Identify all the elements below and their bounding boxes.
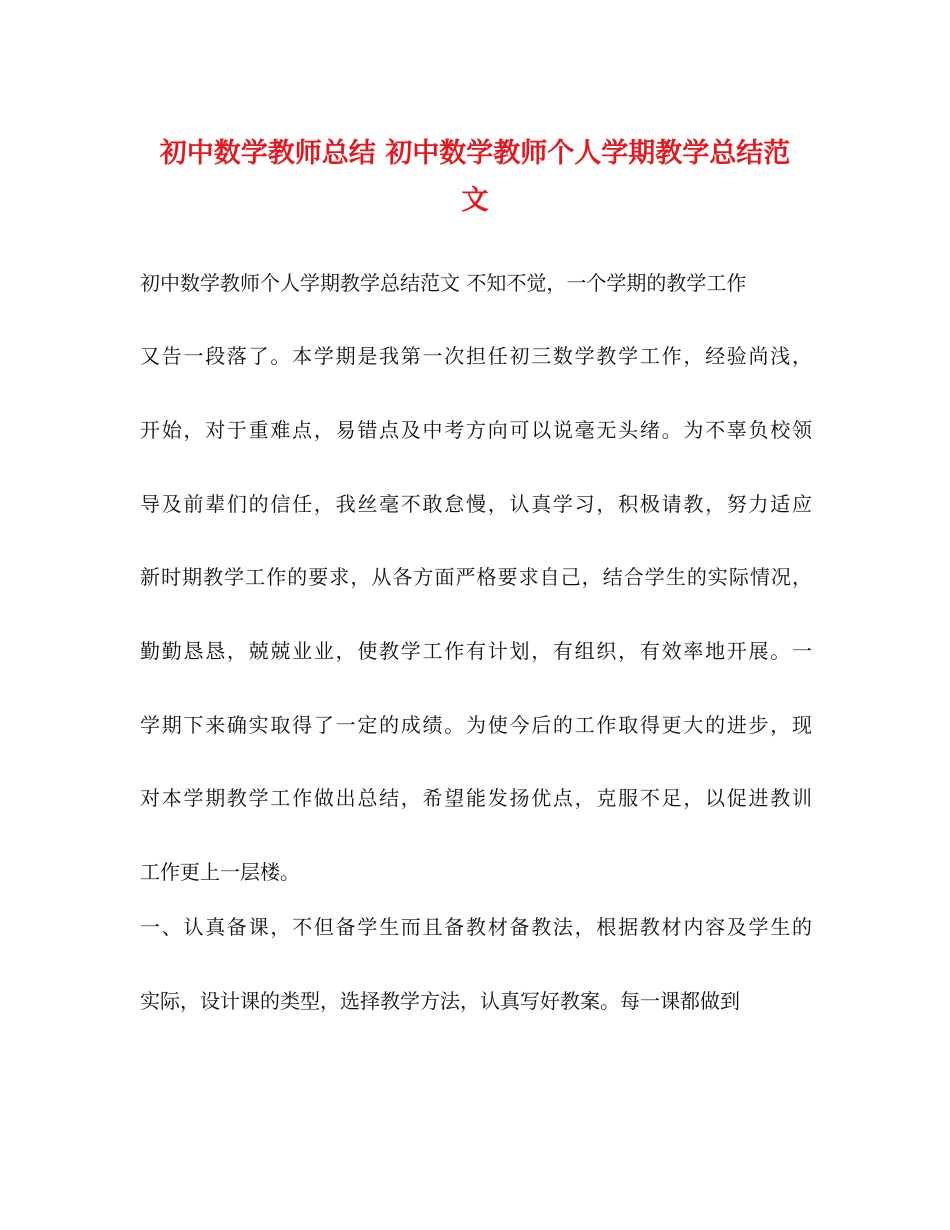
body-line-4: 导及前辈们的信任，我丝毫不敢怠慢，认真学习，积极请教，努力适应 xyxy=(140,492,812,516)
body-line-7: 学期下来确实取得了一定的成绩。为使今后的工作取得更大的进步，现 xyxy=(140,713,812,737)
body-line-11: 实际，设计课的类型，选择教学方法，认真写好教案。每一课都做到 xyxy=(140,989,740,1013)
body-line-5: 新时期教学工作的要求，从各方面严格要求自己，结合学生的实际情况， xyxy=(140,565,812,589)
body-line-10: 一、认真备课，不但备学生而且备教材备教法，根据教材内容及学生的 xyxy=(140,915,812,939)
body-line-3: 开始，对于重难点，易错点及中考方向可以说毫无头绪。为不辜负校领 xyxy=(140,418,812,442)
body-line-6: 勤勤恳恳，兢兢业业，使教学工作有计划，有组织，有效率地开展。一 xyxy=(140,639,812,663)
body-line-2: 又告一段落了。本学期是我第一次担任初三数学教学工作，经验尚浅， xyxy=(140,344,812,368)
document-title-line-1: 初中数学教师总结 初中数学教师个人学期教学总结范 xyxy=(159,138,791,169)
body-line-8: 对本学期教学工作做出总结，希望能发扬优点，克服不足，以促进教训 xyxy=(140,786,812,810)
document-title-line-2: 文 xyxy=(461,185,489,216)
body-line-1: 初中数学教师个人学期教学总结范文 不知不觉，一个学期的教学工作 xyxy=(140,271,747,295)
body-line-9: 工作更上一层楼。 xyxy=(140,860,300,884)
